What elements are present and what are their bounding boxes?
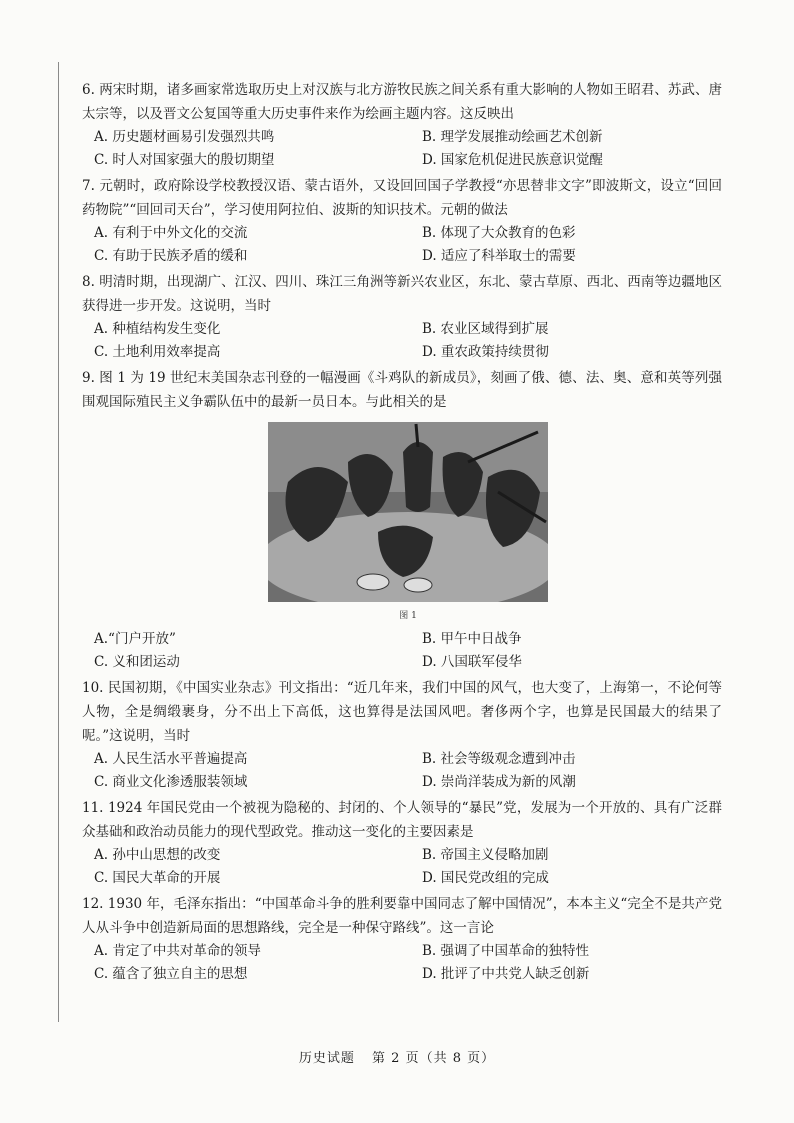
option-d: D. 国家危机促进民族意识觉醒 xyxy=(422,152,603,168)
options xyxy=(82,940,722,986)
cockfight-cartoon-illustration xyxy=(268,422,548,602)
option-c: C. 蕴含了独立自主的思想 xyxy=(94,966,248,982)
question-7 xyxy=(82,174,722,268)
option-c: C. 有助于民族矛盾的缓和 xyxy=(94,248,248,264)
option-d: D. 重农政策持续贯彻 xyxy=(422,344,549,360)
question-6 xyxy=(82,78,722,172)
option-b: B. 帝国主义侵略加剧 xyxy=(422,847,549,863)
options xyxy=(82,222,722,268)
option-b: B. 社会等级观念遭到冲击 xyxy=(422,751,576,767)
question-stem: 12. 1930 年，毛泽东指出：“中国革命斗争的胜利要靠中国同志了解中国情况”，本本主义“完全不是共产党人从斗争中创造新局面的思想路线，完全是一种保守路线”。这一言论 xyxy=(82,896,722,936)
question-stem: 6. 两宋时期，诸多画家常选取历史上对汉族与北方游牧民族之间关系有重大影响的人物如王昭君、苏武、唐太宗等，以及晋文公复国等重大历史事件来作为绘画主题内容。这反映出 xyxy=(82,82,722,122)
option-d: D. 适应了科举取士的需要 xyxy=(422,248,576,264)
question-stem: 9. 图 1 为 19 世纪末美国杂志刊登的一幅漫画《斗鸡队的新成员》，刻画了俄、德、法、奥、意和英等列强围观国际殖民主义争霸队伍中的最新一员日本。与此相关的是 xyxy=(82,370,722,410)
exam-page xyxy=(82,78,722,986)
option-b: B. 强调了中国革命的独特性 xyxy=(422,943,590,959)
options xyxy=(82,126,722,172)
option-b: B. 农业区域得到扩展 xyxy=(422,321,549,337)
option-c: C. 义和团运动 xyxy=(94,654,180,670)
question-9 xyxy=(82,366,722,674)
option-a: A. 肯定了中共对革命的领导 xyxy=(94,943,261,959)
options xyxy=(82,628,722,674)
option-a: A. 孙中山思想的改变 xyxy=(94,847,221,863)
question-8 xyxy=(82,270,722,364)
figure-caption: 图 1 xyxy=(399,611,417,621)
question-10 xyxy=(82,676,722,794)
footer-page-number: 第 2 页（共 8 页） xyxy=(372,1051,496,1066)
option-c: C. 时人对国家强大的殷切期望 xyxy=(94,152,275,168)
option-b: B. 体现了大众教育的色彩 xyxy=(422,225,576,241)
page-footer xyxy=(0,1047,794,1066)
option-c: C. 土地利用效率提高 xyxy=(94,344,221,360)
options xyxy=(82,748,722,794)
question-11 xyxy=(82,796,722,890)
question-stem: 11. 1924 年国民党由一个被视为隐秘的、封闭的、个人领导的“暴民”党，发展为一个开放的、具有广泛群众基础和政治动员能力的现代型政党。推动这一变化的主要因素是 xyxy=(82,800,722,840)
option-a: A. 人民生活水平普遍提高 xyxy=(94,751,248,767)
option-a: A. 种植结构发生变化 xyxy=(94,321,221,337)
question-stem: 10. 民国初期，《中国实业杂志》刊文指出：“近几年来，我们中国的风气，也大变了，上海第一，不论何等人物，全是绸缎裹身，分不出上下高低，这也算得是法国风吧。奢侈两个字，也算是民国最大的结果了呢。”这说明，当时 xyxy=(82,680,722,744)
option-c: C. 商业文化渗透服装领域 xyxy=(94,774,248,790)
option-d: D. 批评了中共党人缺乏创新 xyxy=(422,966,590,982)
option-c: C. 国民大革命的开展 xyxy=(94,870,221,886)
option-d: D. 八国联军侵华 xyxy=(422,654,522,670)
option-b: B. 理学发展推动绘画艺术创新 xyxy=(422,129,603,145)
figure-1 xyxy=(268,422,548,628)
option-a: A.“门户开放” xyxy=(94,631,176,647)
options xyxy=(82,844,722,890)
footer-subject: 历史试题 xyxy=(298,1051,355,1066)
question-stem: 8. 明清时期，出现湖广、江汉、四川、珠江三角洲等新兴农业区，东北、蒙古草原、西北、西南等边疆地区获得进一步开发。这说明，当时 xyxy=(82,274,722,314)
option-d: D. 国民党改组的完成 xyxy=(422,870,549,886)
question-12 xyxy=(82,892,722,986)
option-d: D. 崇尚洋装成为新的风潮 xyxy=(422,774,576,790)
option-b: B. 甲午中日战争 xyxy=(422,631,522,647)
option-a: A. 有利于中外文化的交流 xyxy=(94,225,248,241)
option-a: A. 历史题材画易引发强烈共鸣 xyxy=(94,129,275,145)
options xyxy=(82,318,722,364)
question-stem: 7. 元朝时，政府除设学校教授汉语、蒙古语外，又设回回国子学教授“亦思替非文字”即波斯文，设立“回回药物院”“回回司天台”，学习使用阿拉伯、波斯的知识技术。元朝的做法 xyxy=(82,178,722,218)
binding-margin-line xyxy=(58,62,59,1022)
